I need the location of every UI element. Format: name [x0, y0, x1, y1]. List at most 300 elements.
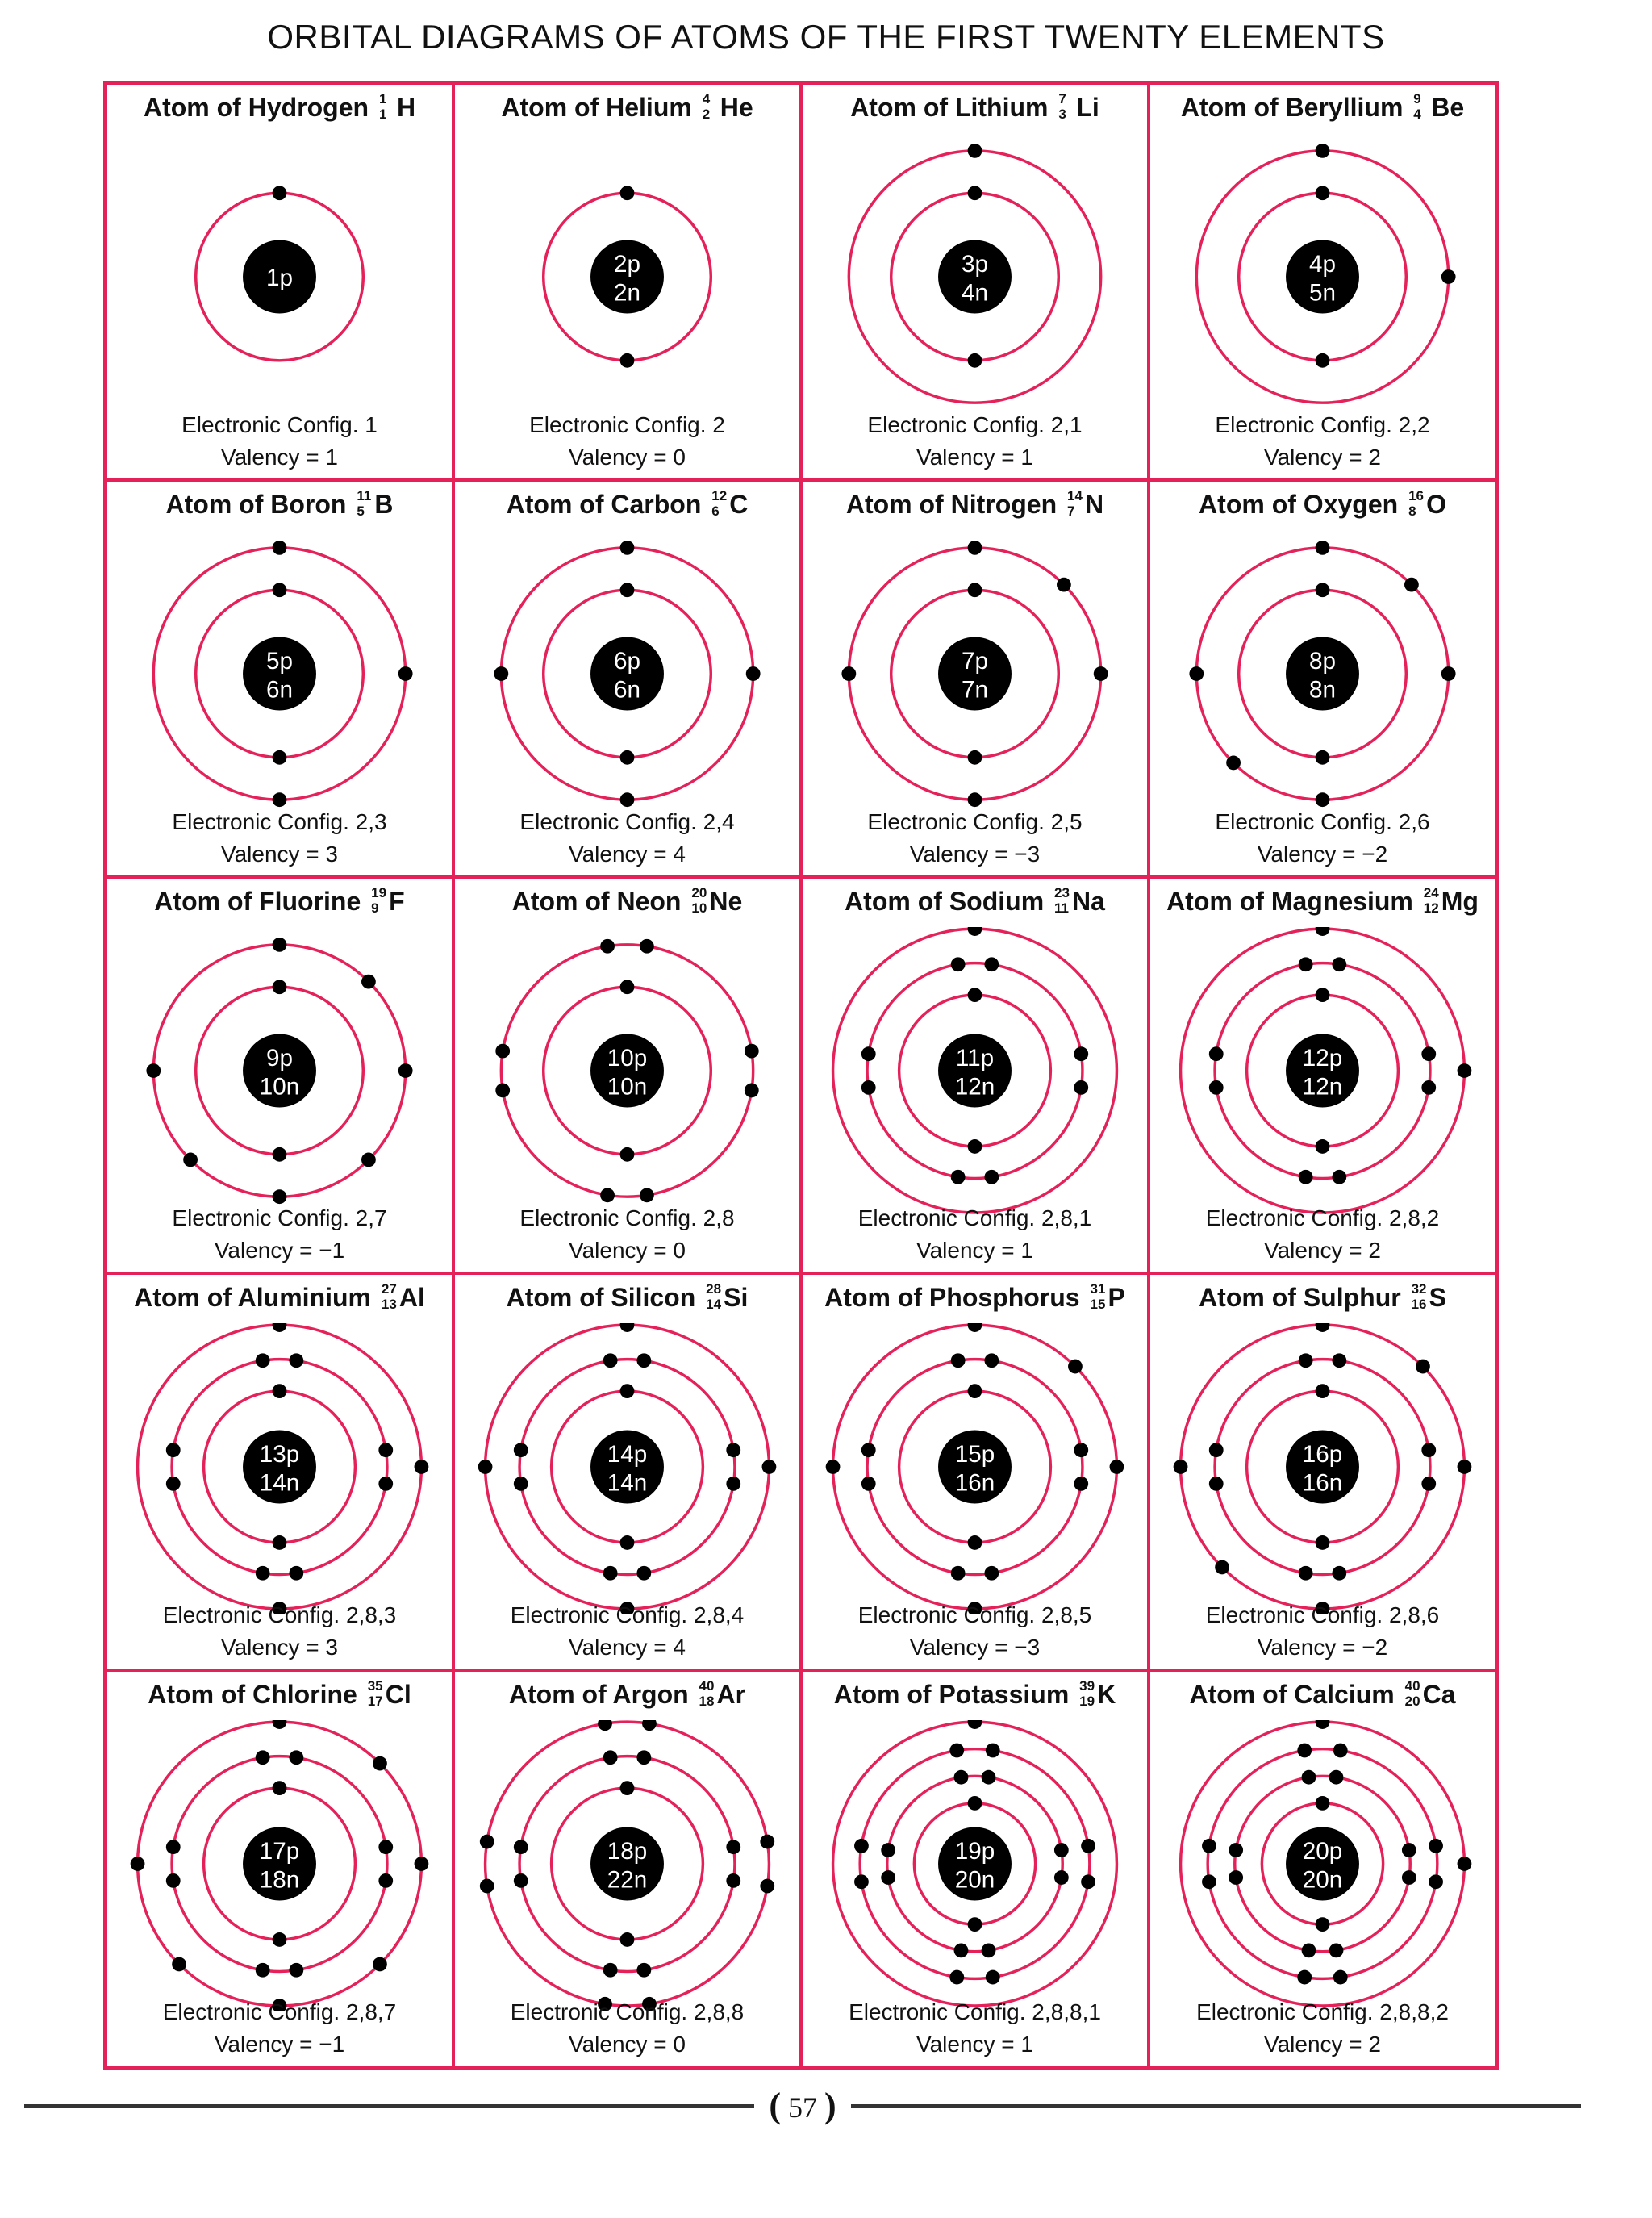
isotope-notation	[699, 1680, 717, 1710]
proton-count: 11p	[955, 1044, 995, 1071]
atom-name: Atom of Helium	[501, 93, 692, 122]
electron	[166, 1477, 181, 1491]
isotope-notation	[1067, 487, 1085, 520]
atom-cell-be	[1149, 83, 1496, 480]
electron	[1229, 1843, 1243, 1857]
atom-cell-f	[106, 877, 453, 1274]
neutron-count: 8n	[1309, 676, 1336, 704]
electron	[826, 1460, 841, 1475]
proton-count: 12p	[1302, 1044, 1343, 1071]
electron	[881, 1843, 895, 1857]
neutron-count: 6n	[614, 676, 640, 704]
atomic-number: 7	[1067, 503, 1075, 519]
electron	[373, 1756, 387, 1771]
atomic-number: 8	[1408, 503, 1416, 519]
electron	[514, 1477, 528, 1491]
atomic-number: 10	[691, 900, 707, 916]
electron	[1215, 1560, 1229, 1575]
element-symbol: Ca	[1422, 1680, 1456, 1710]
page-number-text: 57	[788, 2091, 817, 2124]
electron	[951, 1354, 966, 1368]
electron	[514, 1443, 528, 1458]
atomic-number: 19	[1079, 1694, 1095, 1710]
atomic-number: 1	[378, 107, 387, 122]
valency: Valency = 3	[220, 1635, 339, 1660]
electronic-config: Electronic Config. 2,8,1	[857, 1205, 1092, 1231]
atom-cell-cl	[106, 1670, 453, 2067]
neutron-count: 18n	[259, 1866, 300, 1894]
atom-name: Atom of Chlorine	[148, 1680, 357, 1710]
electron	[1316, 792, 1330, 807]
proton-count: 8p	[1309, 647, 1336, 675]
proton-count: 2p	[614, 251, 640, 278]
electron	[968, 988, 982, 1002]
atom-diagram	[1150, 1323, 1495, 1614]
electron	[1316, 1917, 1330, 1932]
valency: Valency = −2	[1257, 1635, 1388, 1660]
electron	[854, 1839, 869, 1853]
valency: Valency = 4	[568, 841, 686, 867]
electron	[984, 1566, 999, 1581]
atom-diagram	[1150, 133, 1495, 424]
valency: Valency = −2	[1257, 841, 1388, 867]
element-symbol: Na	[1072, 886, 1105, 916]
electron	[1421, 1046, 1436, 1061]
electron	[620, 792, 635, 807]
mass-number: 12	[711, 487, 728, 503]
electron	[1299, 957, 1313, 971]
electron	[514, 1840, 528, 1854]
electron	[1202, 1875, 1216, 1890]
mass-number: 4	[702, 91, 711, 107]
electron	[183, 1152, 198, 1167]
atomic-number: 14	[706, 1297, 722, 1313]
atomic-number: 11	[1054, 900, 1070, 916]
atom-title	[803, 1283, 1147, 1314]
electron	[273, 1385, 287, 1399]
electron	[273, 1781, 287, 1795]
valency: Valency = 0	[568, 444, 686, 470]
electron	[398, 1063, 413, 1078]
isotope-notation	[382, 1283, 399, 1314]
electron	[760, 1879, 774, 1894]
atomic-number: 20	[1404, 1694, 1420, 1710]
proton-count: 15p	[954, 1441, 995, 1468]
electron	[1421, 1477, 1436, 1491]
electron	[1209, 1443, 1224, 1458]
atom-title	[1150, 1283, 1495, 1314]
isotope-notation	[379, 93, 397, 123]
electron	[166, 1873, 181, 1888]
electron	[1404, 578, 1419, 592]
neutron-count: 2n	[614, 279, 640, 307]
isotope-notation	[1405, 1680, 1423, 1710]
electron	[954, 1944, 969, 1958]
proton-count: 7p	[962, 647, 988, 675]
electron	[289, 1751, 303, 1765]
isotope-notation	[1408, 487, 1426, 520]
neutron-count: 7n	[962, 676, 988, 704]
neutron-count: 16n	[1302, 1470, 1343, 1497]
proton-count: 14p	[607, 1441, 648, 1468]
atom-diagram	[107, 1720, 452, 2011]
electron	[951, 1566, 966, 1581]
electron	[968, 186, 982, 200]
electron	[951, 1169, 966, 1184]
electron	[1416, 1360, 1430, 1374]
electron	[600, 1188, 615, 1202]
atom-name: Atom of Lithium	[850, 93, 1049, 122]
mass-number: 40	[699, 1678, 715, 1694]
electron	[620, 1323, 635, 1332]
electron	[1202, 1839, 1216, 1853]
electron	[642, 1720, 657, 1731]
mass-number: 40	[1404, 1678, 1420, 1694]
electron	[949, 1970, 964, 1985]
electron	[1299, 1566, 1313, 1581]
element-symbol: S	[1429, 1283, 1446, 1313]
electron	[1458, 1063, 1472, 1078]
electron	[1441, 666, 1456, 681]
atom-name: Atom of Argon	[508, 1680, 689, 1710]
mass-number: 19	[371, 884, 387, 900]
isotope-notation	[1413, 93, 1431, 123]
electron	[636, 1354, 651, 1368]
atom-diagram	[107, 927, 452, 1218]
proton-count: 3p	[962, 251, 988, 278]
atom-cell-ar	[453, 1670, 801, 2067]
element-symbol: Cl	[385, 1680, 411, 1710]
electron	[1421, 1443, 1436, 1458]
valency: Valency = 1	[220, 444, 339, 470]
electron	[1429, 1839, 1443, 1853]
electron	[760, 1835, 774, 1849]
electron	[968, 353, 982, 368]
electron	[620, 541, 635, 555]
atom-name: Atom of Magnesium	[1166, 886, 1413, 916]
atom-diagram	[455, 133, 799, 424]
electron	[745, 1083, 759, 1097]
electron	[620, 353, 635, 368]
mass-number: 1	[378, 91, 387, 107]
electron	[968, 1720, 982, 1729]
electron	[415, 1857, 429, 1871]
neutron-count: 4n	[962, 279, 988, 307]
mass-number: 39	[1079, 1678, 1095, 1694]
electron	[1074, 1080, 1088, 1095]
electron	[1209, 1080, 1224, 1095]
electron	[289, 1354, 303, 1368]
electron	[1441, 269, 1456, 284]
atomic-number: 5	[357, 503, 365, 519]
electron	[1226, 755, 1241, 770]
proton-count: 20p	[1302, 1838, 1343, 1865]
electron	[598, 1720, 612, 1731]
atom-name: Atom of Potassium	[833, 1680, 1070, 1710]
electron	[1316, 541, 1330, 555]
atom-name: Atom of Oxygen	[1199, 489, 1399, 519]
atom-title	[803, 93, 1147, 123]
proton-count: 1p	[266, 264, 293, 291]
electron	[1316, 144, 1330, 158]
atom-title	[455, 1680, 799, 1710]
isotope-notation	[1090, 1283, 1108, 1314]
valency: Valency = 0	[568, 1238, 686, 1264]
electron	[1299, 1169, 1313, 1184]
electron	[1329, 1770, 1344, 1785]
atom-title	[107, 93, 452, 123]
electron	[1074, 1477, 1088, 1491]
electronic-config: Electronic Config. 2,2	[1215, 411, 1430, 437]
atom-name: Atom of Silicon	[506, 1283, 696, 1313]
atom-cell-s	[1149, 1273, 1496, 1670]
element-symbol: Be	[1431, 93, 1465, 122]
electron	[273, 541, 287, 555]
atom-diagram	[107, 133, 452, 424]
electron	[1054, 1843, 1069, 1857]
atomic-number: 16	[1411, 1297, 1427, 1313]
electron	[620, 583, 635, 597]
atomic-number: 9	[371, 900, 379, 916]
electron	[861, 1046, 876, 1061]
isotope-notation	[371, 884, 389, 917]
mass-number: 31	[1090, 1281, 1106, 1297]
atom-name: Atom of Nitrogen	[845, 489, 1058, 519]
atom-title	[1150, 884, 1495, 917]
electron	[746, 666, 761, 681]
electron	[273, 186, 287, 200]
atom-cell-o	[1149, 480, 1496, 877]
electron	[361, 974, 376, 988]
mass-number: 32	[1411, 1281, 1427, 1297]
element-symbol: F	[389, 886, 405, 916]
electronic-config: Electronic Config. 2,7	[172, 1205, 387, 1231]
atom-name: Atom of Fluorine	[154, 886, 361, 916]
proton-count: 4p	[1309, 251, 1336, 278]
neutron-count: 20n	[954, 1866, 995, 1894]
valency: Valency = −1	[214, 2031, 345, 2057]
atom-name: Atom of Beryllium	[1180, 93, 1404, 122]
electron	[131, 1857, 145, 1871]
atom-title	[1150, 93, 1495, 123]
atom-diagram	[803, 1323, 1147, 1614]
electron	[841, 666, 856, 681]
electron	[968, 927, 982, 936]
atom-title	[803, 487, 1147, 520]
neutron-count: 22n	[607, 1866, 648, 1894]
electronic-config: Electronic Config. 2,8,8,2	[1196, 1999, 1449, 2024]
electron	[1316, 1720, 1330, 1729]
electron	[968, 1323, 982, 1332]
electron	[861, 1443, 876, 1458]
atom-diagram	[803, 1720, 1147, 2011]
electron	[620, 186, 635, 200]
electronic-config: Electronic Config. 2,8,8,1	[849, 1999, 1101, 2024]
electron	[166, 1443, 181, 1458]
electron	[273, 1535, 287, 1550]
electron	[1316, 750, 1330, 765]
electron	[495, 1043, 510, 1058]
electron	[620, 980, 635, 994]
electron	[968, 1535, 982, 1550]
element-symbol: Ne	[709, 886, 743, 916]
atom-cell-si	[453, 1273, 801, 1670]
element-symbol: N	[1085, 489, 1104, 519]
electron	[620, 1932, 635, 1947]
electron	[1081, 1839, 1095, 1853]
mass-number: 23	[1054, 884, 1070, 900]
atom-name: Atom of Aluminium	[134, 1283, 371, 1313]
electron	[1421, 1080, 1436, 1095]
mass-number: 16	[1408, 487, 1424, 503]
electron	[415, 1460, 429, 1475]
atom-title	[803, 884, 1147, 917]
electronic-config: Electronic Config. 2,8,5	[857, 1602, 1092, 1628]
atom-diagram	[1150, 530, 1495, 821]
mass-number: 27	[381, 1281, 397, 1297]
electron	[640, 1188, 654, 1202]
electron	[1209, 1046, 1224, 1061]
neutron-count: 10n	[259, 1073, 300, 1101]
proton-count: 19p	[954, 1838, 995, 1865]
atom-diagram	[107, 1323, 452, 1614]
valency: Valency = 1	[916, 1238, 1034, 1264]
electron	[861, 1080, 876, 1095]
isotope-notation	[1412, 1283, 1429, 1314]
electron	[881, 1870, 895, 1885]
element-symbol: P	[1108, 1283, 1125, 1313]
atom-diagram	[107, 530, 452, 821]
electron	[373, 1957, 387, 1972]
neutron-count: 14n	[259, 1470, 300, 1497]
electron	[361, 1152, 376, 1167]
mass-number: 28	[706, 1281, 722, 1297]
atom-diagram	[1150, 927, 1495, 1218]
proton-count: 17p	[259, 1838, 300, 1865]
electron	[861, 1477, 876, 1491]
electron	[603, 1963, 618, 1978]
electron	[1209, 1477, 1224, 1491]
atom-diagram	[455, 927, 799, 1218]
atom-title	[107, 884, 452, 917]
atom-name: Atom of Phosphorus	[824, 1283, 1080, 1313]
mass-number: 11	[357, 487, 372, 503]
atom-title	[107, 487, 452, 520]
mass-number: 20	[691, 884, 707, 900]
atomic-number: 18	[699, 1694, 715, 1710]
electronic-config: Electronic Config. 2,8,2	[1205, 1205, 1440, 1231]
electronic-config: Electronic Config. 1	[181, 411, 378, 437]
electron	[968, 144, 982, 158]
atom-cell-p	[801, 1273, 1149, 1670]
electron	[726, 1477, 740, 1491]
mass-number: 9	[1413, 91, 1421, 107]
electronic-config: Electronic Config. 2,3	[172, 808, 387, 834]
electron	[636, 1566, 651, 1581]
element-symbol: Si	[724, 1283, 749, 1313]
atom-cell-h	[106, 83, 453, 480]
electron	[1074, 1443, 1088, 1458]
electron	[273, 1932, 287, 1947]
electron	[273, 1147, 287, 1162]
electron	[1316, 1796, 1330, 1811]
proton-count: 10p	[607, 1044, 648, 1071]
atom-cell-b	[106, 480, 453, 877]
electron	[256, 1963, 270, 1978]
proton-count: 6p	[614, 647, 640, 675]
electron	[954, 1770, 969, 1785]
electron	[1299, 1354, 1313, 1368]
neutron-count: 6n	[266, 676, 293, 704]
isotope-notation	[1058, 93, 1076, 123]
electron	[968, 1796, 982, 1811]
electron	[1316, 1323, 1330, 1332]
atom-diagram	[455, 1720, 799, 2011]
valency: Valency = −3	[909, 1635, 1041, 1660]
proton-count: 9p	[266, 1044, 293, 1071]
electron	[166, 1840, 181, 1854]
atom-cell-mg	[1149, 877, 1496, 1274]
electron	[273, 792, 287, 807]
atom-title	[107, 1680, 452, 1710]
electronic-config: Electronic Config. 2,8,8	[510, 1999, 745, 2024]
atom-diagram	[1150, 1720, 1495, 2011]
electron	[984, 957, 999, 971]
electron	[1297, 1970, 1312, 1985]
electron	[1316, 1535, 1330, 1550]
electron	[986, 1970, 1000, 1985]
mass-number: 7	[1058, 91, 1066, 107]
atom-name: Atom of Boron	[165, 489, 347, 519]
electron	[1316, 988, 1330, 1002]
electron	[1057, 578, 1071, 592]
electron	[968, 792, 982, 807]
electron	[745, 1043, 759, 1058]
electron	[636, 1751, 651, 1765]
atom-cell-k	[801, 1670, 1149, 2067]
atomic-number: 2	[702, 107, 711, 122]
atom-title	[1150, 487, 1495, 520]
electron	[1332, 1566, 1346, 1581]
isotope-notation	[703, 93, 720, 123]
electronic-config: Electronic Config. 2,8,7	[162, 1999, 397, 2024]
electron	[495, 1083, 510, 1097]
valency: Valency = 1	[916, 444, 1034, 470]
electron	[1174, 1460, 1188, 1475]
atom-cell-ca	[1149, 1670, 1496, 2067]
electron	[603, 1566, 618, 1581]
electron	[1332, 1354, 1346, 1368]
isotope-notation	[1423, 884, 1441, 917]
atom-diagram	[803, 927, 1147, 1218]
element-symbol: K	[1097, 1680, 1116, 1710]
electron	[1316, 1385, 1330, 1399]
atom-cell-na	[801, 877, 1149, 1274]
electronic-config: Electronic Config. 2	[529, 411, 725, 437]
valency: Valency = 1	[916, 2031, 1034, 2057]
electron	[1332, 957, 1346, 971]
electron	[289, 1963, 303, 1978]
electron	[256, 1751, 270, 1765]
electron	[620, 1147, 635, 1162]
atom-title	[803, 1680, 1147, 1710]
electron	[968, 541, 982, 555]
electron	[514, 1873, 528, 1888]
electron	[273, 980, 287, 994]
valency: Valency = −3	[909, 841, 1041, 867]
electron	[1081, 1875, 1095, 1890]
element-symbol: B	[374, 489, 394, 519]
